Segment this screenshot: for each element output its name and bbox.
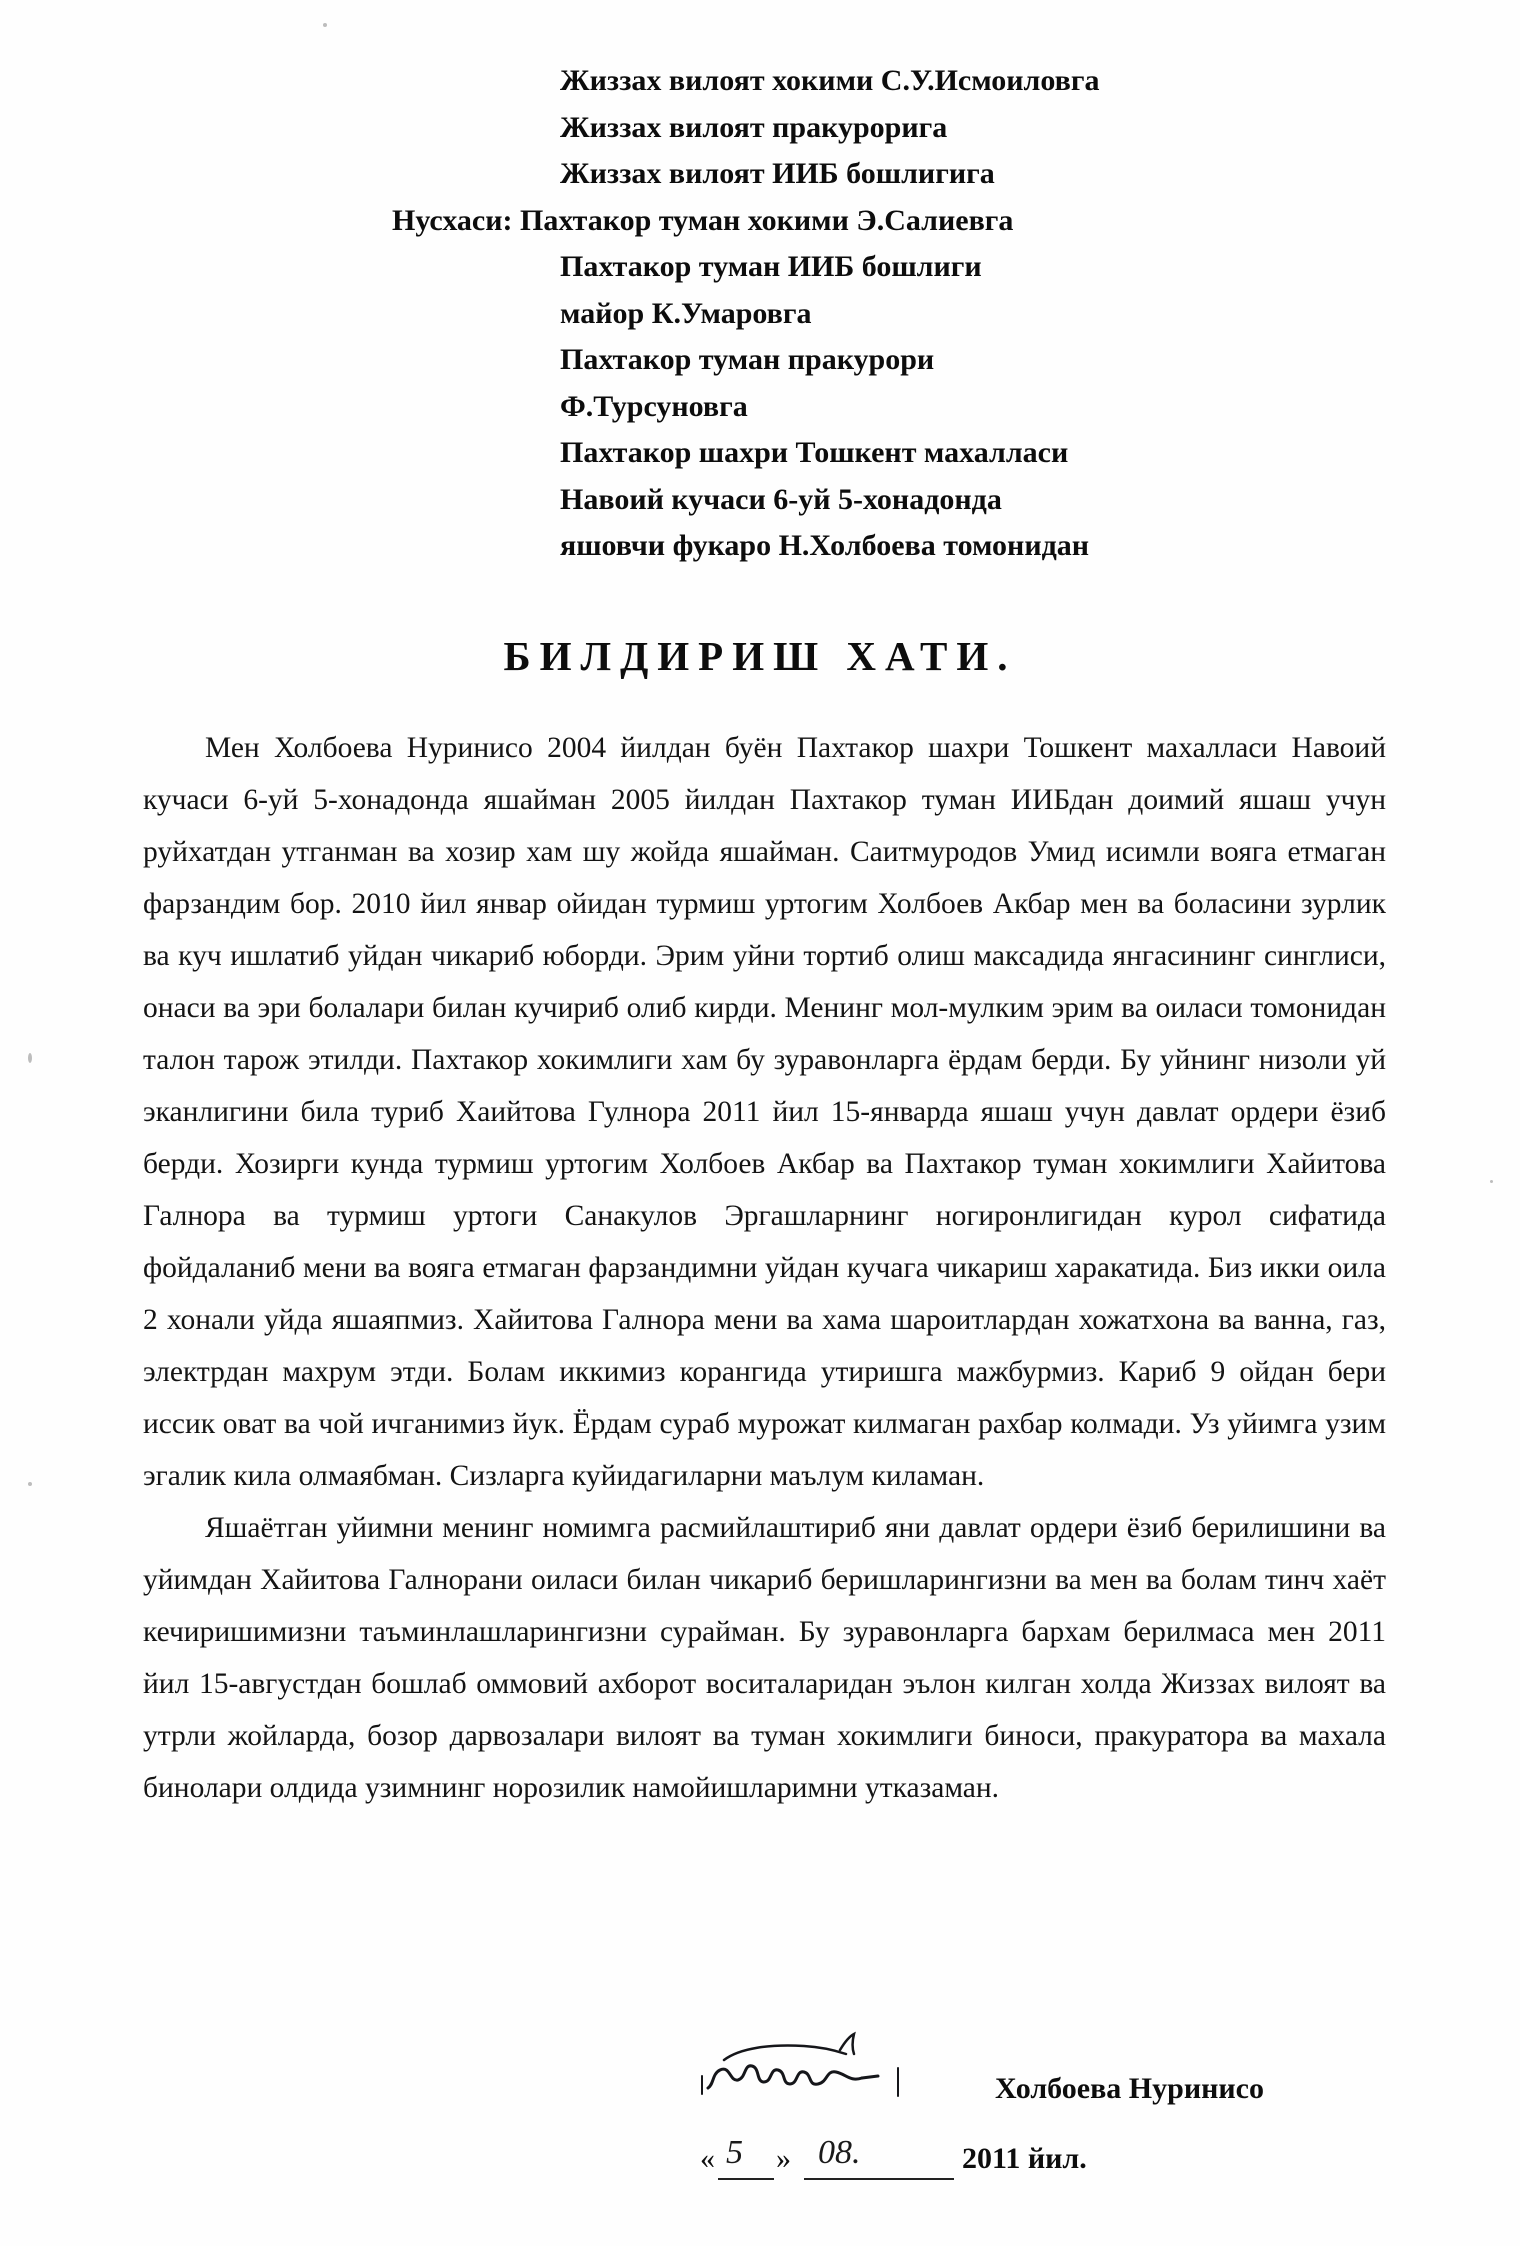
addressee-line: Жиззах вилоят хокими С.У.Исмоиловга — [560, 64, 1100, 97]
addressee-block — [392, 58, 1480, 570]
scan-speck — [1490, 1180, 1493, 1183]
signature-date — [700, 2132, 1340, 2188]
body-paragraph: Яшаётган уйимни менинг номимга расмийлаштириб яни давлат ордери ёзиб берилишини ва уйимдан Хайитова Галнорани оиласи билан чикариб беришларингизни ва мен ва болам тинч хаёт кечиришимизни таъминлашларингизни сурайман. Бу зуравонларга бархам берилмаса мен 2011 йил 15-августдан бошлаб оммовий ахборот воситаларидан эълон килган холда Жиззах вилоят ва утрли жойларда, бозор дарвозалари вилоят ва туман хокимлиги биноси, пракуратора ва махала бинолари олдида узимнинг норозилик намойишларимни утказаман. — [143, 1512, 1386, 1804]
addressee-line: Жиззах вилоят ИИБ бошлигига — [560, 157, 995, 190]
body-paragraph: Мен Холбоева Нуринисо 2004 йилдан буён Пахтакор шахри Тошкент махалласи Навоий кучаси 6-уй 5-хонадонда яшайман 2005 йилдан Пахтакор туман ИИБдан доимий яшаш учун руйхатдан утганман ва хозир хам шу жойда яшайман. Саитмуродов Умид исимли вояга етмаган фарзандим бор. 2010 йил январ ойидан турмиш уртогим Холбоев Акбар мен ва боласини зурлик ва куч ишлатиб уйдан чикариб юборди. Эрим уйни тортиб олиш максадида янгасининг синглиси, онаси ва эри болалари билан кучириб олиб кирди. Менинг мол-мулким эрим ва оиласи томонидан талон тарож этилди. Пахтакор хокимлиги хам бу зуравонларга ёрдам берди. Бу уйнинг низоли уй эканлигини била туриб Хаийтова Гулнора 2011 йил 15-январда яшаш учун давлат ордери ёзиб берди. Хозирги кунда турмиш уртогим Холбоев Акбар ва Пахтакор туман хокимлиги Хайитова Галнора ва турмиш уртоги Санакулов Эргашларнинг ногиронлигидан курол сифатида фойдаланиб мени ва вояга етмаган фарзандимни уйдан кучага чикариш харакатида. Биз икки оила 2 хонали уйда яшаяпмиз. Хайитова Галнора мени ва хама шароитлардан хожатхона ва ванна, газ, электрдан махрум этди. Болам иккимиз корангида утиришга мажбурмиз. Кариб 9 ойдан бери иссик оват ва чой ичганимиз йук. Ёрдам сураб мурожат килмаган рахбар колмади. Уз уйимга узим эгалик кила олмаябман. Сизларга куйидагиларни маълум киламан. — [143, 732, 1386, 1492]
signature-block — [690, 2020, 1390, 2210]
addressee-line: Ф.Турсуновга — [560, 389, 748, 423]
quote-open: « — [700, 2142, 715, 2175]
addressee-line: Жиззах вилоят пракурорига — [560, 110, 948, 144]
page-title: БИЛДИРИШ ХАТИ. — [503, 633, 1017, 679]
document-body — [143, 722, 1386, 1814]
date-year: 2011 йил. — [962, 2142, 1087, 2175]
handwritten-signature-icon — [700, 2030, 960, 2110]
quote-close: » — [776, 2142, 791, 2175]
date-month-rule — [804, 2178, 954, 2180]
signatory-name: Холбоева Нуринисо — [995, 2072, 1264, 2105]
addressee-line: Пахтакор шахри Тошкент махалласи — [560, 436, 1069, 469]
date-day: 5 — [726, 2134, 743, 2171]
addressee-line: майор К.Умаровга — [560, 296, 812, 330]
addressee-line: Нусхаси: Пахтакор туман хокими Э.Салиевга — [392, 203, 1014, 237]
date-month: 08. — [818, 2134, 861, 2171]
scan-speck — [28, 1053, 32, 1063]
addressee-line: Пахтакор туман пракурори — [560, 343, 935, 376]
addressee-line: Пахтакор туман ИИБ бошлиги — [560, 250, 982, 283]
addressee-line: Навоий кучаси 6-уй 5-хонадонда — [560, 482, 1002, 516]
scan-speck — [323, 23, 327, 27]
addressee-line: яшовчи фукаро Н.Холбоева томонидан — [560, 529, 1090, 562]
scan-speck — [28, 1482, 32, 1486]
date-day-rule — [718, 2178, 774, 2180]
